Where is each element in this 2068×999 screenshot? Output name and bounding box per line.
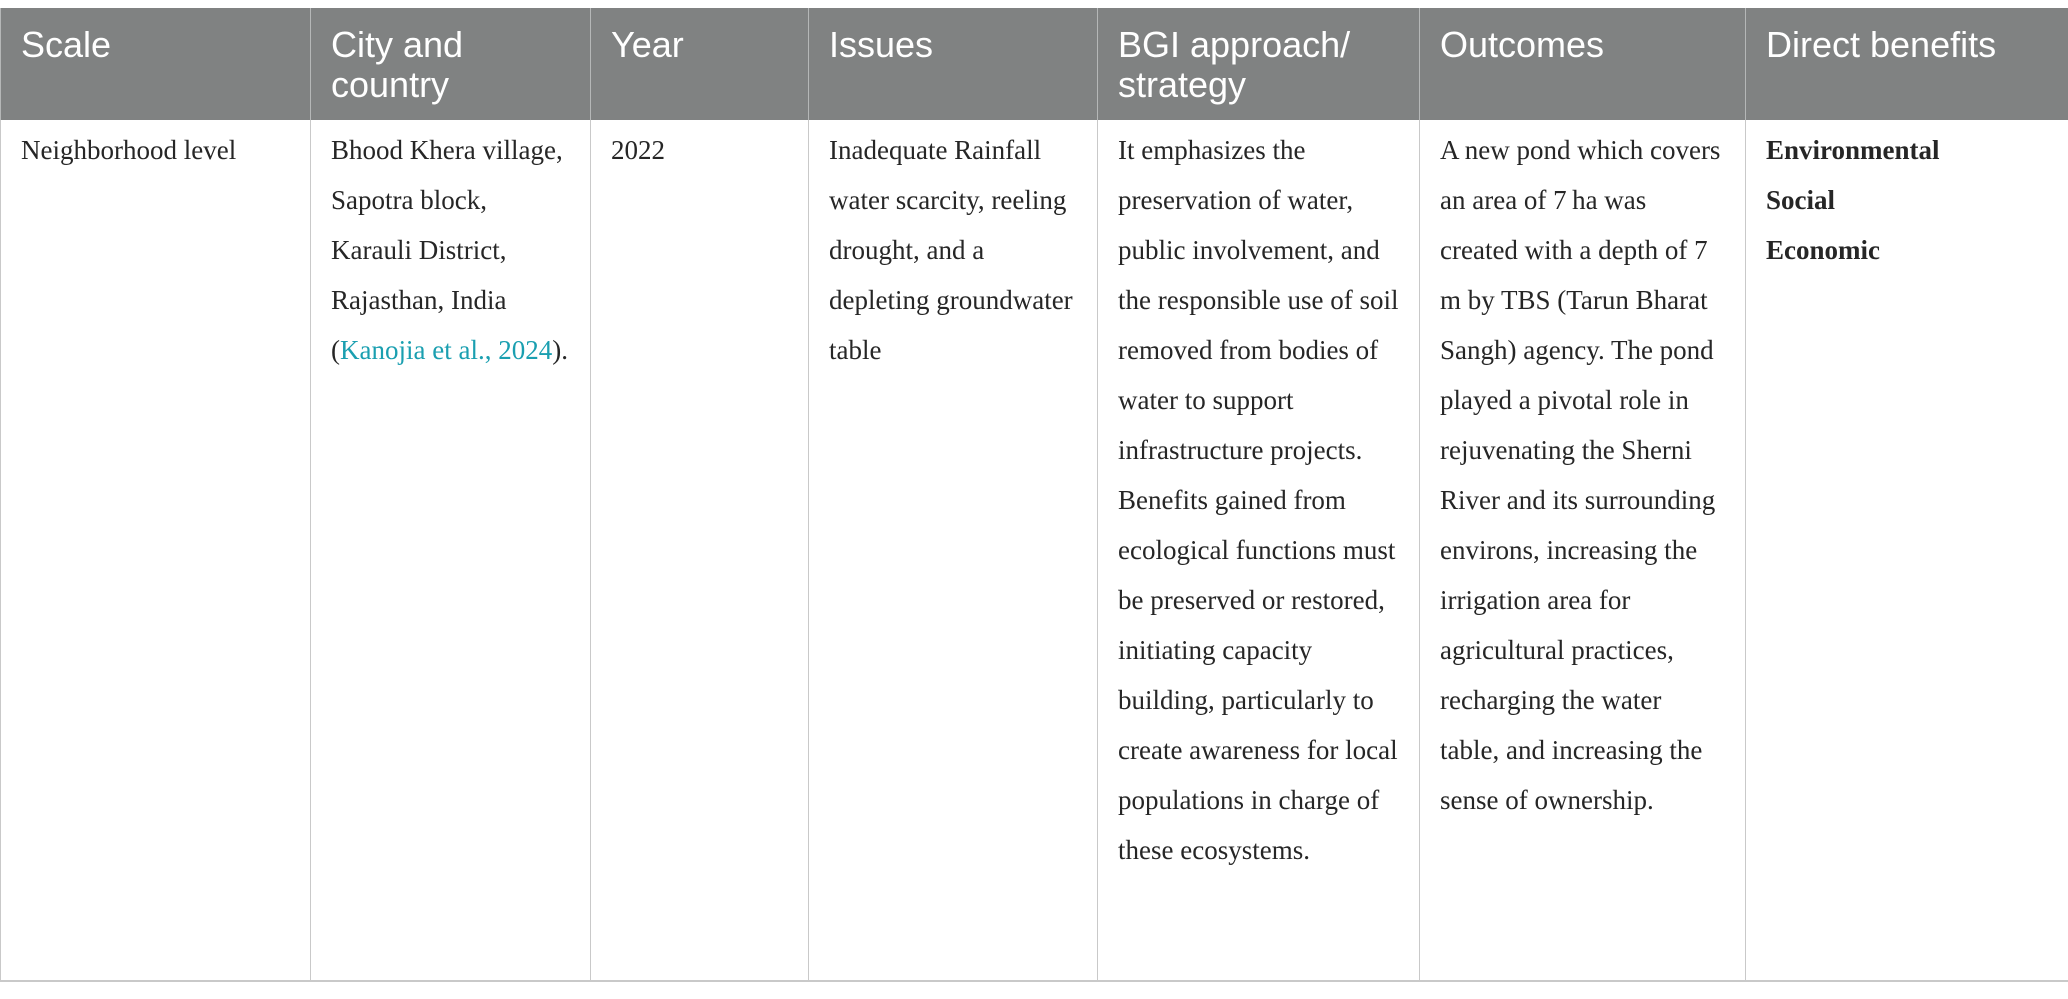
city-text: Bhood Khera village, Sapotra block, Karauli District, Rajasthan, India ( bbox=[331, 135, 563, 365]
citation-link[interactable]: Kanojia et al., 2024 bbox=[340, 335, 553, 365]
benefit-environmental: Environmental bbox=[1766, 135, 1940, 165]
cell-strategy bbox=[1098, 120, 1420, 981]
benefit-social: Social bbox=[1766, 185, 1836, 215]
cell-issues: Inadequate Rainfall water scarcity, reeling drought, and a depleting groundwater table bbox=[809, 120, 1098, 981]
table-container bbox=[0, 8, 2068, 982]
strategy-paragraph-2: Benefits gained from ecological functions must be preserved or restored, initiating capacity building, particularly to create awareness for local populations in charge of these ecosystems. bbox=[1118, 485, 1398, 865]
table-body bbox=[1, 120, 2068, 981]
header-outcomes: Outcomes bbox=[1420, 8, 1746, 120]
header-direct-benefits: Direct benefits bbox=[1746, 8, 2068, 120]
strategy-paragraph-1: It emphasizes the preservation of water, public involvement, and the responsible use of soil removed from bodies of water to support infrastructure projects. bbox=[1118, 135, 1399, 465]
header-row bbox=[1, 8, 2068, 120]
header-year: Year bbox=[591, 8, 809, 120]
header-city-country: City and country bbox=[311, 8, 591, 120]
bgi-case-table bbox=[0, 8, 2068, 982]
cell-year: 2022 bbox=[591, 120, 809, 981]
table-header bbox=[1, 8, 2068, 120]
table-row bbox=[1, 120, 2068, 981]
cell-outcomes: A new pond which covers an area of 7 ha was created with a depth of 7 m by TBS (Tarun Bharat Sangh) agency. The pond played a pivotal role in rejuvenating the Sherni River and its surrounding environs, increasing the irrigation area for agricultural practices, recharging the water table, and increasing the sense of ownership. bbox=[1420, 120, 1746, 981]
city-text-end: ). bbox=[552, 335, 568, 365]
header-bgi-strategy: BGI approach/ strategy bbox=[1098, 8, 1420, 120]
cell-city-country bbox=[311, 120, 591, 981]
header-scale: Scale bbox=[1, 8, 311, 120]
header-issues: Issues bbox=[809, 8, 1098, 120]
cell-direct-benefits bbox=[1746, 120, 2068, 981]
benefit-economic: Economic bbox=[1766, 235, 1880, 265]
cell-scale: Neighborhood level bbox=[1, 120, 311, 981]
